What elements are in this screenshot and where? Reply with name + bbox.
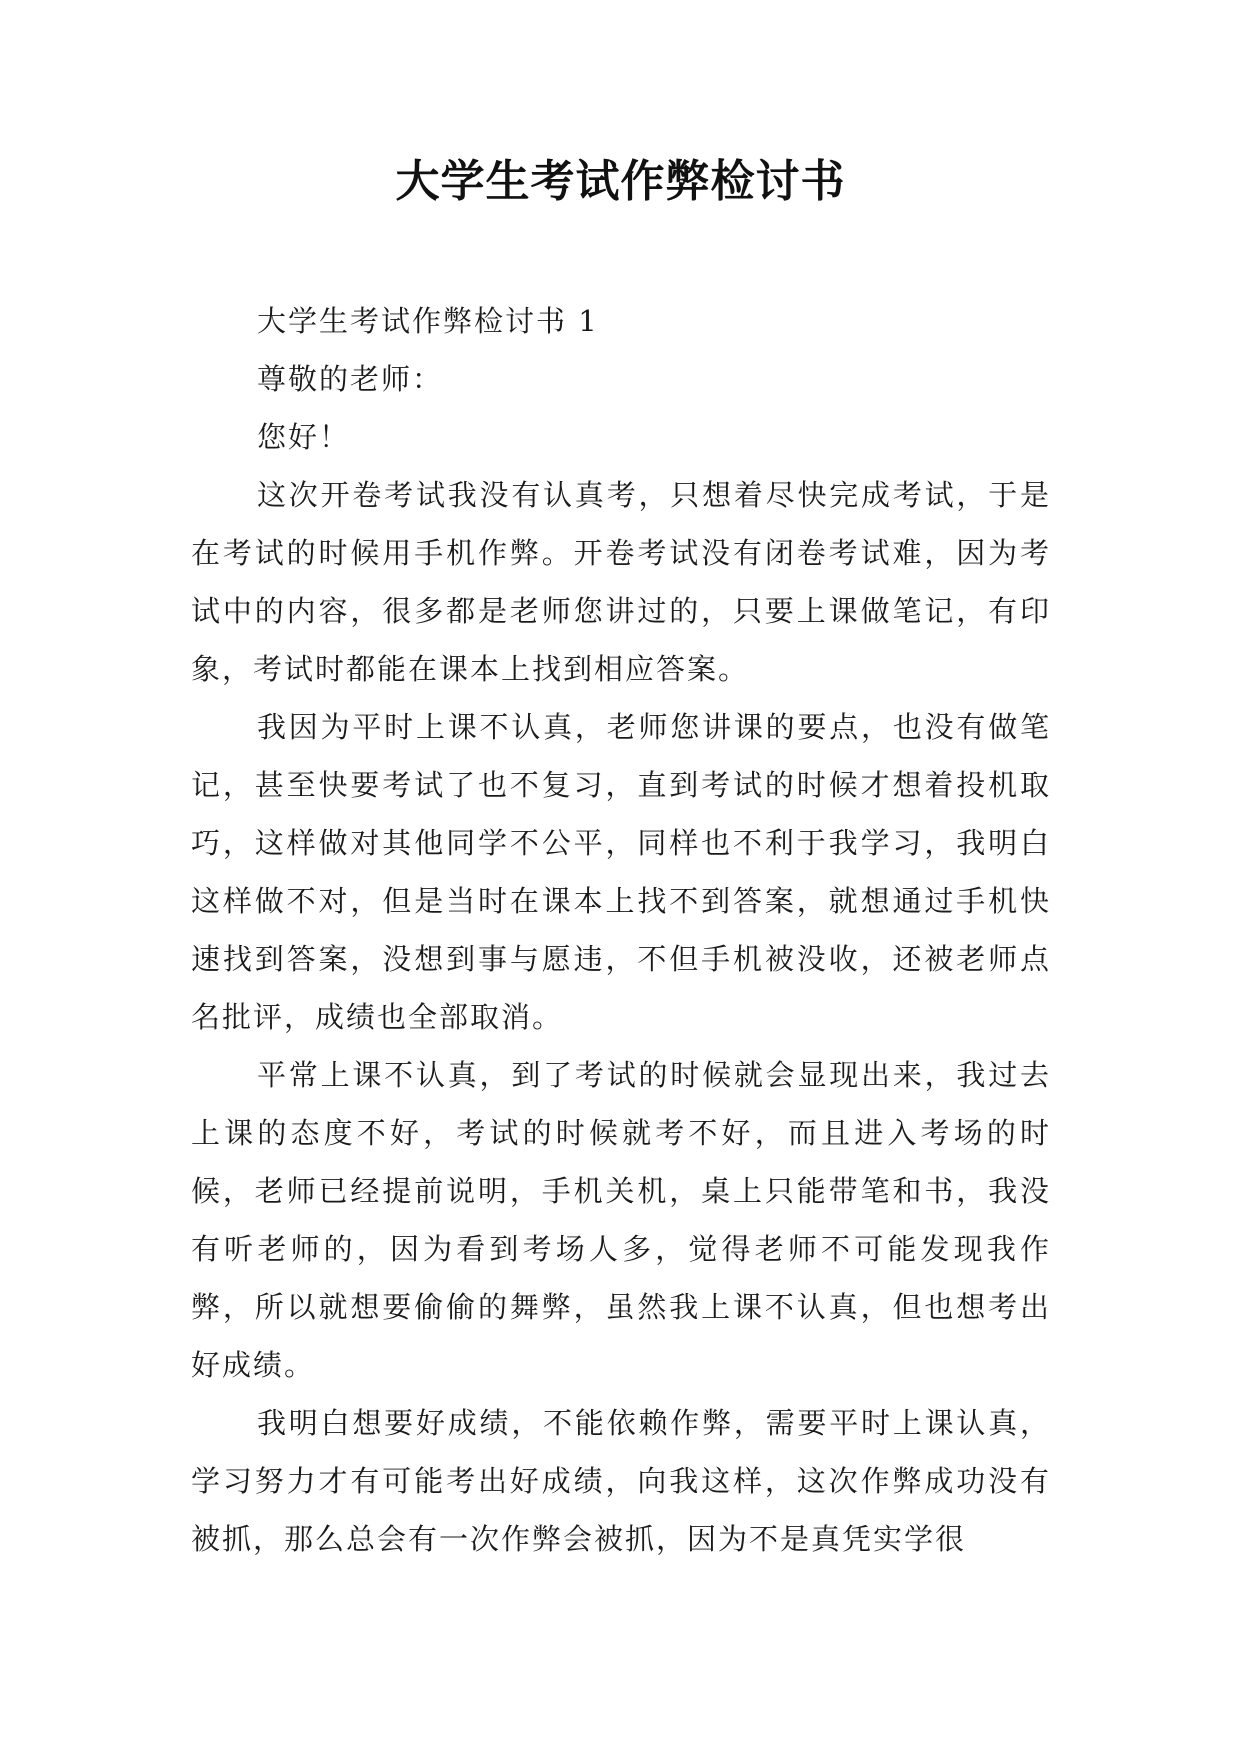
paragraph-heading: 大学生考试作弊检讨书 1 [257, 304, 599, 338]
paragraph-salutation: 尊敬的老师： [257, 362, 444, 396]
paragraph-3: 平常上课不认真，到了考试的时候就会显现出来，我过去上课的态度不好，考试的时候就考不好，而且进入考场的时候，老师已经提前说明，手机关机，桌上只能带笔和书，我没有听老师的，因为看到考场人多，觉得老师不可能发现我作弊，所以就想要偷偷的舞弊，虽然我上课不认真，但也想考出好成绩。 [191, 1058, 1051, 1382]
paragraph-4: 我明白想要好成绩，不能依赖作弊，需要平时上课认真，学习努力才有可能考出好成绩，向我这样，这次作弊成功没有被抓，那么总会有一次作弊会被抓，因为不是真凭实学很 [191, 1406, 1051, 1556]
document-body [191, 292, 1051, 1568]
document-title: 大学生考试作弊检讨书 [395, 156, 846, 207]
paragraph-2: 我因为平时上课不认真，老师您讲课的要点，也没有做笔记，甚至快要考试了也不复习，直到考试的时候才想着投机取巧，这样做对其他同学不公平，同样也不利于我学习，我明白这样做不对，但是当时在课本上找不到答案，就想通过手机快速找到答案，没想到事与愿违，不但手机被没收，还被老师点名批评，成绩也全部取消。 [191, 710, 1051, 1034]
paragraph-greeting: 您好！ [257, 420, 351, 454]
paragraph-1: 这次开卷考试我没有认真考，只想着尽快完成考试，于是在考试的时候用手机作弊。开卷考试没有闭卷考试难，因为考试中的内容，很多都是老师您讲过的，只要上课做笔记，有印象，考试时都能在课本上找到相应答案。 [191, 478, 1051, 686]
